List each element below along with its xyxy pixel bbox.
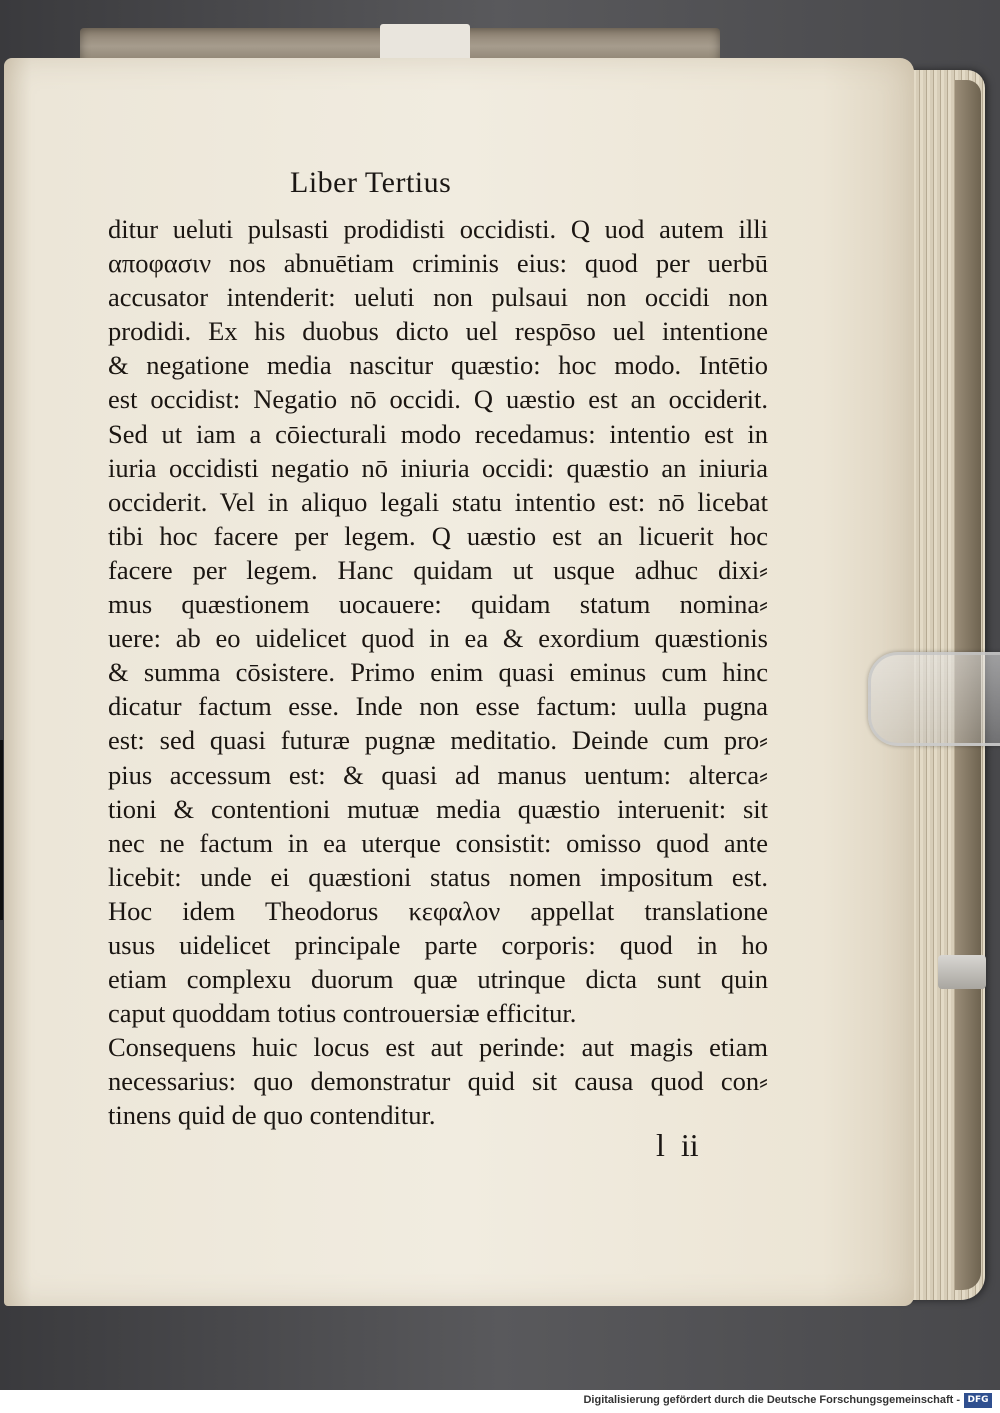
text-line: tinens quid de quo contenditur. (108, 1100, 436, 1131)
text-line: licebit: unde ei quæstioni status nomen impositum est. (108, 861, 768, 892)
text-line: occiderit. Vel in aliquo legali statu intentio est: nō licebat (108, 486, 768, 517)
text-line: prodidi. Ex his duobus dicto uel respōso uel intentione (108, 316, 768, 347)
text-line: ditur ueluti pulsasti prodidisti occidisti. Q uod autem illi (108, 214, 768, 244)
text-line: caput quoddam totius controuersiæ efficitur. (108, 998, 577, 1029)
text-line: facere per legem. Hanc quidam ut usque adhuc dixi⸗ (108, 554, 768, 585)
text-line: dicatur factum esse. Inde non esse factum: uulla pugna (108, 691, 768, 722)
credit-bar (0, 1390, 1000, 1413)
glass-page-weight (868, 652, 1000, 746)
text-line: iuria occidisti negatio nō iniuria occidi: quæstio an iniuria (108, 452, 768, 483)
text-line: & summa cōsistere. Primo enim quasi eminus cum hinc (108, 657, 768, 688)
text-line: tibi hoc facere per legem. Q uæstio est an licuerit hoc (108, 520, 768, 551)
text-line: & negatione media nascitur quæstio: hoc modo. Intētio (108, 350, 768, 381)
signature-mark: l ii (656, 1127, 699, 1163)
text-line: est occidist: Negatio nō occidi. Q uæstio est an occiderit. (108, 384, 768, 415)
text-line: Consequens huic locus est aut perinde: aut magis etiam (108, 1032, 768, 1063)
running-head: Liber Tertius (290, 166, 452, 199)
text-line: mus quæstionem uocauere: quidam statum nomina⸗ (108, 589, 768, 620)
left-edge-bar (0, 740, 3, 920)
text-line: accusator intenderit: ueluti non pulsaui non occidi non (108, 282, 768, 313)
text-line: Sed ut iam a cōiecturali modo recedamus: intentio est in (108, 418, 768, 449)
text-line: tioni & contentioni mutuæ media quæstio interuenit: sit (108, 793, 768, 824)
text-line: necessarius: quo demonstratur quid sit causa quod con⸗ (108, 1066, 768, 1097)
text-block (108, 212, 768, 1133)
text-line: etiam complexu duorum quæ utrinque dicta sunt quin (108, 964, 768, 995)
page-clip (938, 955, 986, 989)
text-line: pius accessum est: & quasi ad manus uentum: alterca⸗ (108, 759, 768, 790)
dfg-logo-icon: DFG (964, 1393, 992, 1408)
text-line: est: sed quasi futuræ pugnæ meditatio. Deinde cum pro⸗ (108, 725, 768, 756)
text-line: nec ne factum in ea uterque consistit: omisso quod ante (108, 827, 768, 858)
text-line: αποφασιν nos abnuētiam criminis eius: quod per uerbū (108, 248, 768, 279)
text-line: usus uidelicet principale parte corporis: quod in ho (108, 929, 768, 960)
text-line: Hoc idem Theodorus κεφαλον appellat translatione (108, 895, 768, 926)
text-line: uere: ab eo uidelicet quod in ea & exordium quæstionis (108, 623, 768, 654)
digitization-credit: Digitalisierung gefördert durch die Deutsche Forschungsgemeinschaft - (583, 1394, 960, 1406)
